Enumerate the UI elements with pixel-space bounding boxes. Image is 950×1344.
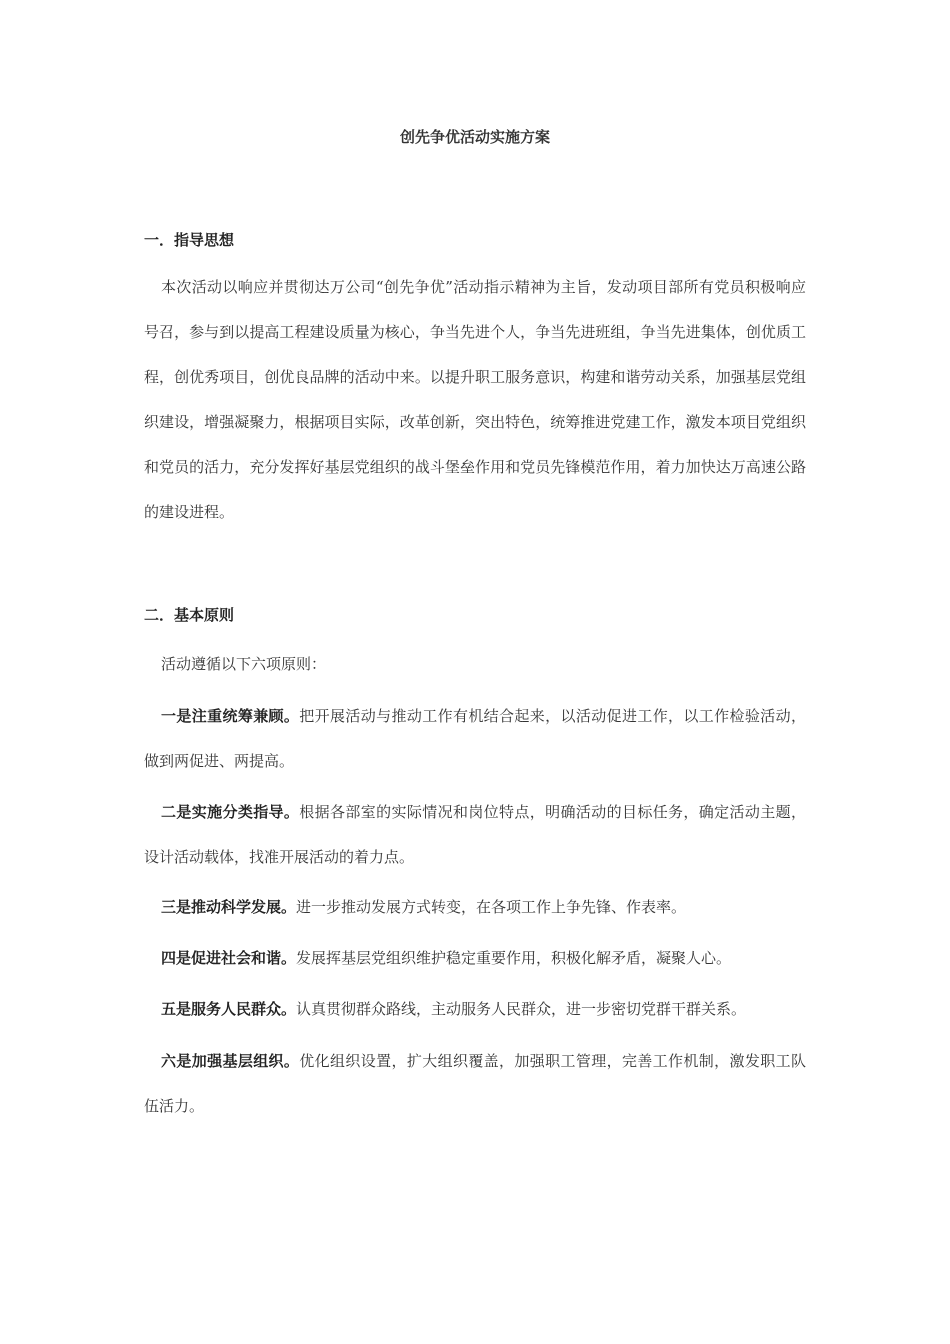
section-heading-basic-principles: 二．基本原则 [144, 606, 235, 624]
principle-item [144, 987, 806, 1032]
principle-lead: 二是实施分类指导。 [161, 803, 300, 821]
principle-text: 把开展活动与推动工作有机结合起来，以活动促进工作，以工作检验活动，做到两促进、两提高。 [144, 707, 806, 770]
principle-lead: 三是推动科学发展。 [161, 898, 297, 916]
principle-text: 进一步推动发展方式转变，在各项工作上争先锋、作表率。 [296, 898, 687, 916]
principle-text: 优化组织设置，扩大组织覆盖，加强职工管理，完善工作机制，激发职工队伍活力。 [144, 1052, 806, 1115]
section-heading-guiding-ideology: 一．指导思想 [144, 231, 235, 249]
principle-lead: 六是加强基层组织。 [161, 1052, 300, 1070]
principle-lead: 四是促进社会和谐。 [161, 949, 297, 967]
principle-item [144, 790, 806, 880]
principle-item [144, 885, 806, 930]
principle-lead: 一是注重统筹兼顾。 [161, 707, 300, 725]
principle-text: 认真贯彻群众路线，主动服务人民群众，进一步密切党群干群关系。 [296, 1000, 747, 1018]
principle-item [144, 1039, 806, 1129]
principle-text: 根据各部室的实际情况和岗位特点，明确活动的目标任务，确定活动主题，设计活动载体，找准开展活动的着力点。 [144, 803, 806, 866]
principle-text: 发展挥基层党组织维护稳定重要作用，积极化解矛盾，凝聚人心。 [296, 949, 732, 967]
guiding-ideology-paragraph: 本次活动以响应并贯彻达万公司“创先争优”活动指示精神为主旨，发动项目部所有党员积极响应号召，参与到以提高工程建设质量为核心，争当先进个人，争当先进班组，争当先进集体，创优质工程，创优秀项目，创优良品牌的活动中来。以提升职工服务意识，构建和谐劳动关系，加强基层党组织建设，增强凝聚力，根据项目实际，改革创新，突出特色，统筹推进党建工作，激发本项目党组织和党员的活力，充分发挥好基层党组织的战斗堡垒作用和党员先锋模范作用，着力加快达万高速公路的建设进程。 [144, 278, 806, 521]
principle-lead: 五是服务人民群众。 [161, 1000, 297, 1018]
document-title: 创先争优活动实施方案 [399, 128, 550, 146]
principles-intro-paragraph: 活动遵循以下六项原则： [161, 655, 327, 673]
principle-item [144, 936, 806, 981]
principle-item [144, 694, 806, 784]
